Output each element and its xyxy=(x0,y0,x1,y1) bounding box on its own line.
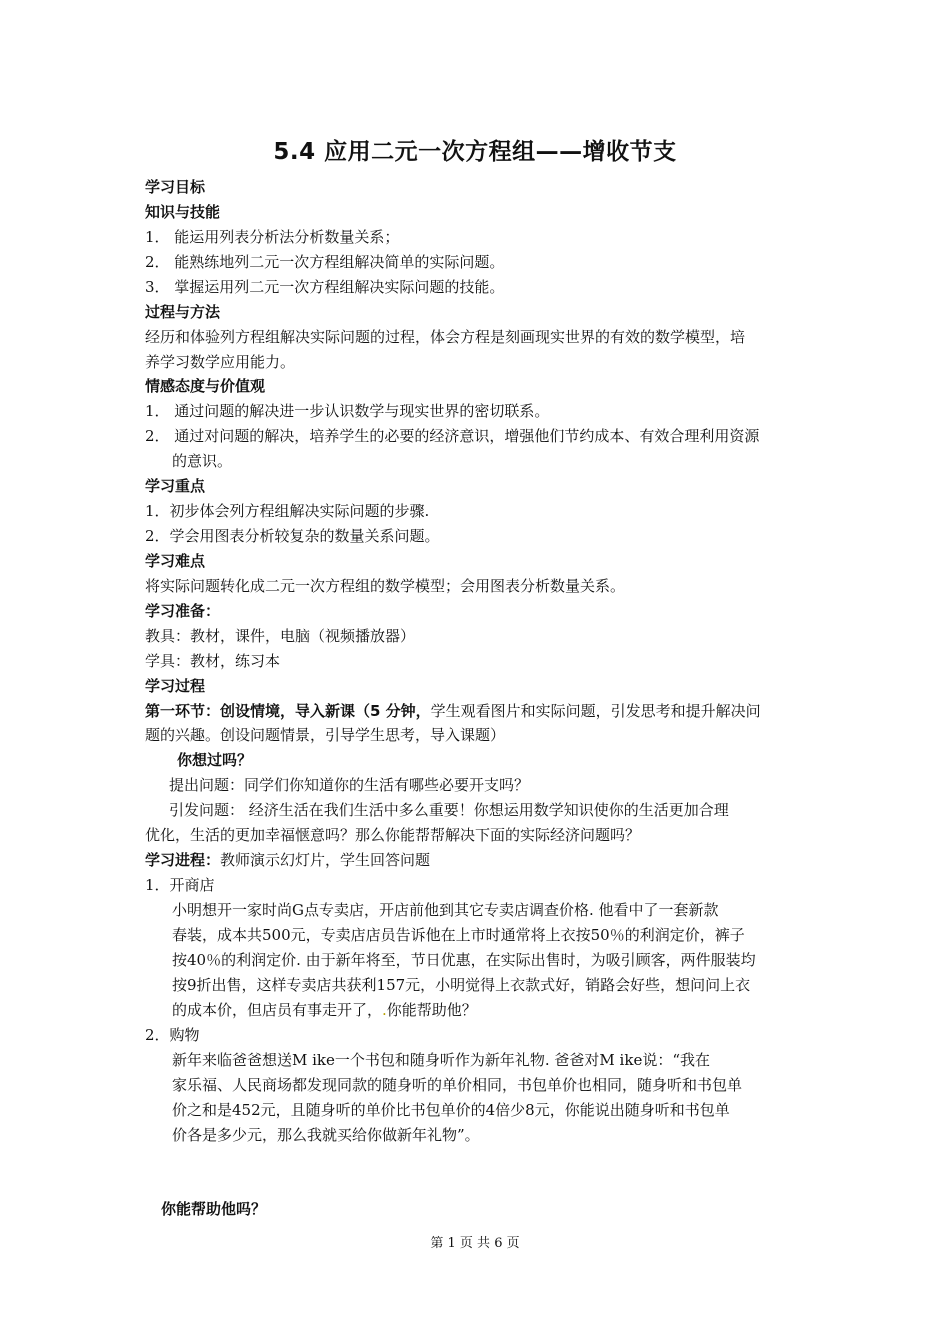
attitude-item-2: 2． 通过对问题的解决，培养学生的必要的经济意识，增强他们节约成本、有效合理利用资源 xyxy=(145,427,760,445)
teacher-tools: 教具：教材，课件，电脑（视频播放器） xyxy=(145,627,416,645)
process-line-1: 经历和体验列方程组解决实际问题的过程，体会方程是刻画现实世界的有效的数学模型，培 xyxy=(145,328,746,346)
prompt-line-2: 优化，生活的更加幸福惬意吗？那么你能帮帮解决下面的实际经济问题吗？ xyxy=(145,826,641,844)
key-point-2: 2．学会用图表分析较复杂的数量关系问题。 xyxy=(145,527,440,545)
prompt-line-1: 引发问题： 经济生活在我们生活中多么重要！你想运用数学知识使你的生活更加合理 xyxy=(169,801,729,819)
knowledge-item-3: 3． 掌握运用列二元一次方程组解决实际问题的技能。 xyxy=(145,278,505,296)
objectives-heading: 学习目标 xyxy=(145,178,206,196)
page-title: 5.4 应用二元一次方程组——增收节支 xyxy=(273,139,677,165)
closing-question: 你能帮助他吗？ xyxy=(161,1200,267,1218)
problem-2-line-2: 家乐福、人民商场都发现同款的随身听的单价相同，书包单价也相同，随身听和书包单 xyxy=(172,1076,743,1094)
step1-bold: 第一环节：创设情境，导入新课（5 分钟， xyxy=(145,702,431,720)
question-text: 提出问题：同学们你知道你的生活有哪些必要开支吗？ xyxy=(169,776,530,794)
key-points-heading: 学习重点 xyxy=(145,477,206,495)
problem-1-line-1: 小明想开一家时尚G点专卖店，开店前他到其它专卖店调查价格. 他看中了一套新款 xyxy=(172,901,719,919)
problem-2-line-4: 价各是多少元，那么我就买给你做新年礼物”。 xyxy=(172,1126,480,1144)
step1-line-1 xyxy=(145,701,761,721)
step1-rest: 学生观看图片和实际问题，引发思考和提升解决问 xyxy=(430,702,761,720)
problem-1-line-3: 按40％的利润定价. 由于新年将至，节日优惠，在实际出售时，为吸引顾客，两件服装均 xyxy=(172,951,756,969)
problem-1-question: 你能帮助他？ xyxy=(386,1001,477,1019)
progress-line xyxy=(145,850,430,870)
attitude-heading: 情感态度与价值观 xyxy=(145,377,266,395)
problem-2-label: 2．购物 xyxy=(145,1026,200,1044)
progress-rest: 教师演示幻灯片，学生回答问题 xyxy=(220,851,431,869)
key-point-1: 1．初步体会列方程组解决实际问题的步骤. xyxy=(145,502,430,520)
problem-1-line-2: 春装，成本共500元，专卖店店员告诉他在上市时通常将上衣按50％的利润定价，裤子 xyxy=(172,926,745,944)
problem-2-line-3: 价之和是452元，且随身听的单价比书包单价的4倍少8元，你能说出随身听和书包单 xyxy=(172,1101,730,1119)
attitude-item-2-cont: 的意识。 xyxy=(172,452,233,470)
process-heading: 过程与方法 xyxy=(145,303,221,321)
knowledge-heading: 知识与技能 xyxy=(145,203,221,221)
think-heading: 你想过吗？ xyxy=(177,751,253,769)
problem-1-line-5-text: 的成本价，但店员有事走开了， xyxy=(172,1001,383,1019)
dot-mark: . xyxy=(382,1001,387,1019)
attitude-item-1: 1． 通过问题的解决进一步认识数学与现实世界的密切联系。 xyxy=(145,402,550,420)
preparation-heading: 学习准备： xyxy=(145,602,221,620)
problem-1-line-5 xyxy=(172,1000,477,1020)
step1-line-2: 题的兴趣。创设问题情景，引导学生思考，导入课题） xyxy=(145,726,506,744)
page-footer: 第 1 页 共 6 页 xyxy=(430,1236,520,1251)
student-tools: 学具：教材，练习本 xyxy=(145,652,281,670)
problem-1-line-4: 按9折出售，这样专卖店共获利157元，小明觉得上衣款式好，销路会好些，想问问上衣 xyxy=(172,976,751,994)
knowledge-item-1: 1． 能运用列表分析法分析数量关系； xyxy=(145,228,400,246)
problem-2-line-1: 新年来临爸爸想送M ike一个书包和随身听作为新年礼物. 爸爸对M ike说：“我在 xyxy=(172,1051,710,1069)
progress-bold: 学习进程： xyxy=(145,851,221,869)
knowledge-item-2: 2． 能熟练地列二元一次方程组解决简单的实际问题。 xyxy=(145,253,505,271)
process-line-2: 养学习数学应用能力。 xyxy=(145,353,296,371)
difficulties-heading: 学习难点 xyxy=(145,552,206,570)
process-section-heading: 学习过程 xyxy=(145,677,206,695)
difficulties-text: 将实际问题转化成二元一次方程组的数学模型；会用图表分析数量关系。 xyxy=(145,577,626,595)
problem-1-label: 1．开商店 xyxy=(145,876,215,894)
